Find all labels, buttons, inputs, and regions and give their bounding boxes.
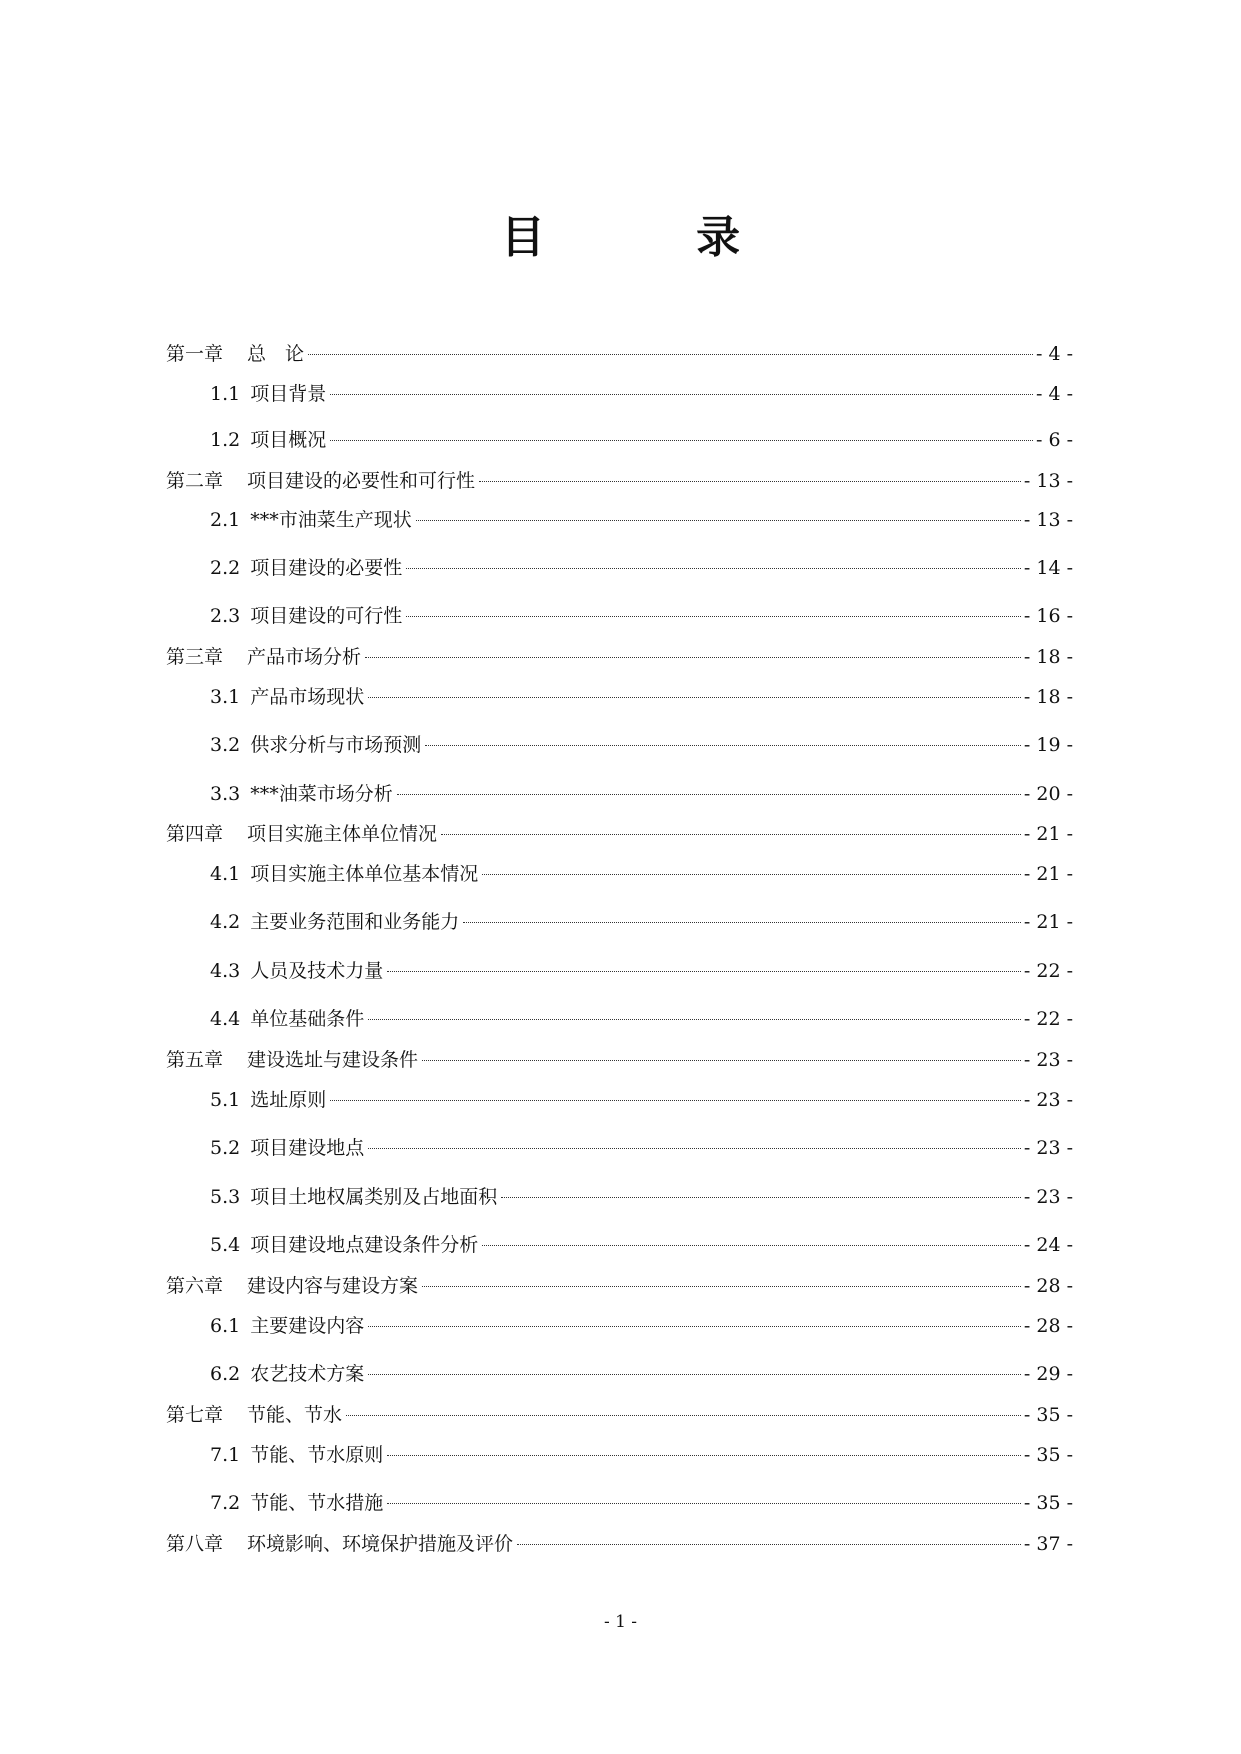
toc-entry-number: 3.2 <box>210 734 241 756</box>
toc-entry-label: 主要业务范围和业务能力 <box>250 911 460 933</box>
toc-dot-leader <box>422 1286 1021 1287</box>
toc-entry[interactable] <box>210 859 1073 889</box>
toc-entry-page: - 23 - <box>1023 1186 1073 1208</box>
toc-entry[interactable] <box>210 425 1073 455</box>
toc-entry-page: - 22 - <box>1023 960 1073 982</box>
toc-entry-label: 产品市场分析 <box>247 646 362 668</box>
toc-entry[interactable] <box>210 956 1073 986</box>
toc-entry-page: - 19 - <box>1023 734 1073 756</box>
toc-entry-number: 第二章 <box>166 470 224 492</box>
toc-dot-leader <box>482 1245 1021 1246</box>
toc-entry-number: 5.3 <box>210 1186 241 1208</box>
toc-entry-page: - 4 - <box>1035 343 1073 365</box>
toc-entry-number: 1.2 <box>210 429 241 451</box>
toc-entry[interactable] <box>210 1488 1073 1518</box>
toc-entry[interactable] <box>210 1359 1073 1389</box>
toc-dot-leader <box>368 1019 1021 1020</box>
toc-entry[interactable] <box>210 1311 1073 1341</box>
toc-entry-label: 项目背景 <box>250 383 327 405</box>
toc-entry-label: 人员及技术力量 <box>250 960 384 982</box>
page-title: 目 录 <box>500 212 809 263</box>
toc-entry-page: - 20 - <box>1023 783 1073 805</box>
toc-entry-page: - 14 - <box>1023 557 1073 579</box>
toc-dot-leader <box>387 1503 1021 1504</box>
toc-entry-page: - 18 - <box>1023 646 1073 668</box>
toc-entry[interactable] <box>210 601 1073 631</box>
toc-entry-label: 项目建设地点 <box>250 1137 365 1159</box>
toc-dot-leader <box>425 745 1021 746</box>
toc-entry-number: 2.1 <box>210 509 241 531</box>
toc-dot-leader <box>330 1100 1021 1101</box>
toc-entry-number: 6.2 <box>210 1363 241 1385</box>
toc-dot-leader <box>308 354 1033 355</box>
toc-entry-number: 第一章 <box>166 343 224 365</box>
toc-entry-label: 农艺技术方案 <box>250 1363 365 1385</box>
toc-entry-number: 第六章 <box>166 1275 224 1297</box>
toc-entry-label: 节能、节水原则 <box>250 1444 384 1466</box>
toc-entry-page: - 35 - <box>1023 1404 1073 1426</box>
toc-dot-leader <box>479 481 1021 482</box>
toc-entry-label: 建设内容与建设方案 <box>247 1275 419 1297</box>
toc-entry-number: 5.1 <box>210 1089 241 1111</box>
toc-entry-number: 1.1 <box>210 383 241 405</box>
toc-entry[interactable] <box>210 1440 1073 1470</box>
toc-entry-label: 项目概况 <box>250 429 327 451</box>
toc-dot-leader <box>368 1148 1021 1149</box>
toc-entry[interactable] <box>210 1133 1073 1163</box>
toc-entry-page: - 21 - <box>1023 823 1073 845</box>
toc-entry[interactable] <box>210 1230 1073 1260</box>
toc-entry-label: 项目建设的必要性 <box>250 557 403 579</box>
toc-entry-label: 建设选址与建设条件 <box>247 1049 419 1071</box>
toc-entry-page: - 22 - <box>1023 1008 1073 1030</box>
toc-entry-page: - 16 - <box>1023 605 1073 627</box>
toc-entry-label: 项目实施主体单位情况 <box>247 823 438 845</box>
toc-entry-number: 4.2 <box>210 911 241 933</box>
toc-entry-number: 5.4 <box>210 1234 241 1256</box>
toc-entry-page: - 24 - <box>1023 1234 1073 1256</box>
toc-entry-page: - 29 - <box>1023 1363 1073 1385</box>
toc-entry-number: 3.1 <box>210 686 241 708</box>
toc-dot-leader <box>463 922 1021 923</box>
toc-entry-number: 5.2 <box>210 1137 241 1159</box>
toc-entry-page: - 21 - <box>1023 863 1073 885</box>
toc-entry-label: 项目建设的必要性和可行性 <box>247 470 476 492</box>
toc-entry-page: - 18 - <box>1023 686 1073 708</box>
toc-dot-leader <box>441 834 1021 835</box>
toc-entry-number: 第四章 <box>166 823 224 845</box>
toc-entry[interactable] <box>166 466 1073 496</box>
toc-dot-leader <box>387 971 1021 972</box>
toc-entry-label: 供求分析与市场预测 <box>250 734 422 756</box>
footer-page-number: - 1 - <box>603 1612 638 1632</box>
toc-dot-leader <box>482 874 1021 875</box>
toc-entry[interactable] <box>210 379 1073 409</box>
toc-dot-leader <box>365 657 1021 658</box>
toc-entry[interactable] <box>210 730 1073 760</box>
toc-dot-leader <box>501 1197 1021 1198</box>
toc-entry-label: 选址原则 <box>250 1089 327 1111</box>
toc-dot-leader <box>406 616 1021 617</box>
toc-entry-number: 2.3 <box>210 605 241 627</box>
toc-dot-leader <box>368 697 1021 698</box>
toc-entry-page: - 35 - <box>1023 1492 1073 1514</box>
toc-dot-leader <box>387 1455 1021 1456</box>
toc-entry-number: 3.3 <box>210 783 241 805</box>
toc-entry-number: 2.2 <box>210 557 241 579</box>
toc-entry-label: ***市油菜生产现状 <box>250 509 412 531</box>
toc-entry[interactable] <box>166 1529 1073 1559</box>
toc-entry-label: ***油菜市场分析 <box>250 783 393 805</box>
toc-dot-leader <box>368 1326 1021 1327</box>
toc-entry-number: 4.3 <box>210 960 241 982</box>
toc-entry-label: 项目实施主体单位基本情况 <box>250 863 479 885</box>
toc-entry[interactable] <box>166 642 1073 672</box>
toc-entry[interactable] <box>166 1400 1073 1430</box>
toc-entry-label: 主要建设内容 <box>250 1315 365 1337</box>
toc-entry-label: 单位基础条件 <box>250 1008 365 1030</box>
toc-entry-number: 6.1 <box>210 1315 241 1337</box>
toc-entry[interactable] <box>166 339 1073 369</box>
toc-dot-leader <box>368 1374 1021 1375</box>
toc-entry[interactable] <box>166 1045 1073 1075</box>
toc-entry-page: - 23 - <box>1023 1049 1073 1071</box>
toc-entry-page: - 37 - <box>1023 1533 1073 1555</box>
toc-entry-page: - 28 - <box>1023 1315 1073 1337</box>
toc-entry-page: - 13 - <box>1023 509 1073 531</box>
toc-entry-label: 项目土地权属类别及占地面积 <box>250 1186 498 1208</box>
toc-entry-page: - 35 - <box>1023 1444 1073 1466</box>
toc-entry-page: - 6 - <box>1035 429 1073 451</box>
toc-dot-leader <box>346 1415 1021 1416</box>
toc-entry-label: 节能、节水措施 <box>250 1492 384 1514</box>
toc-dot-leader <box>517 1544 1021 1545</box>
toc-entry-page: - 4 - <box>1035 383 1073 405</box>
toc-dot-leader <box>330 394 1033 395</box>
toc-entry-number: 4.1 <box>210 863 241 885</box>
toc-entry[interactable] <box>210 779 1073 809</box>
toc-entry-label: 项目建设地点建设条件分析 <box>250 1234 479 1256</box>
toc-entry-page: - 23 - <box>1023 1089 1073 1111</box>
toc-dot-leader <box>330 440 1033 441</box>
toc-entry[interactable] <box>210 1004 1073 1034</box>
toc-entry-number: 第七章 <box>166 1404 224 1426</box>
toc-entry[interactable] <box>210 505 1073 535</box>
toc-entry-page: - 23 - <box>1023 1137 1073 1159</box>
toc-entry[interactable] <box>210 907 1073 937</box>
toc-entry-label: 项目建设的可行性 <box>250 605 403 627</box>
toc-entry-number: 第三章 <box>166 646 224 668</box>
toc-entry-label: 产品市场现状 <box>250 686 365 708</box>
toc-entry-page: - 28 - <box>1023 1275 1073 1297</box>
toc-entry-page: - 13 - <box>1023 470 1073 492</box>
toc-entry[interactable] <box>210 1085 1073 1115</box>
toc-entry-number: 第五章 <box>166 1049 224 1071</box>
toc-entry-label: 总 论 <box>247 343 305 365</box>
toc-entry[interactable] <box>166 1271 1073 1301</box>
toc-dot-leader <box>416 520 1021 521</box>
toc-dot-leader <box>422 1060 1021 1061</box>
toc-entry[interactable] <box>210 682 1073 712</box>
toc-entry-label: 节能、节水 <box>247 1404 343 1426</box>
toc-entry-label: 环境影响、环境保护措施及评价 <box>247 1533 514 1555</box>
toc-entry-number: 4.4 <box>210 1008 241 1030</box>
toc-entry-number: 7.1 <box>210 1444 241 1466</box>
toc-entry[interactable] <box>166 819 1073 849</box>
toc-entry[interactable] <box>210 1182 1073 1212</box>
toc-entry-number: 7.2 <box>210 1492 241 1514</box>
toc-entry-page: - 21 - <box>1023 911 1073 933</box>
toc-entry[interactable] <box>210 553 1073 583</box>
toc-dot-leader <box>397 794 1021 795</box>
toc-dot-leader <box>406 568 1021 569</box>
toc-entry-number: 第八章 <box>166 1533 224 1555</box>
